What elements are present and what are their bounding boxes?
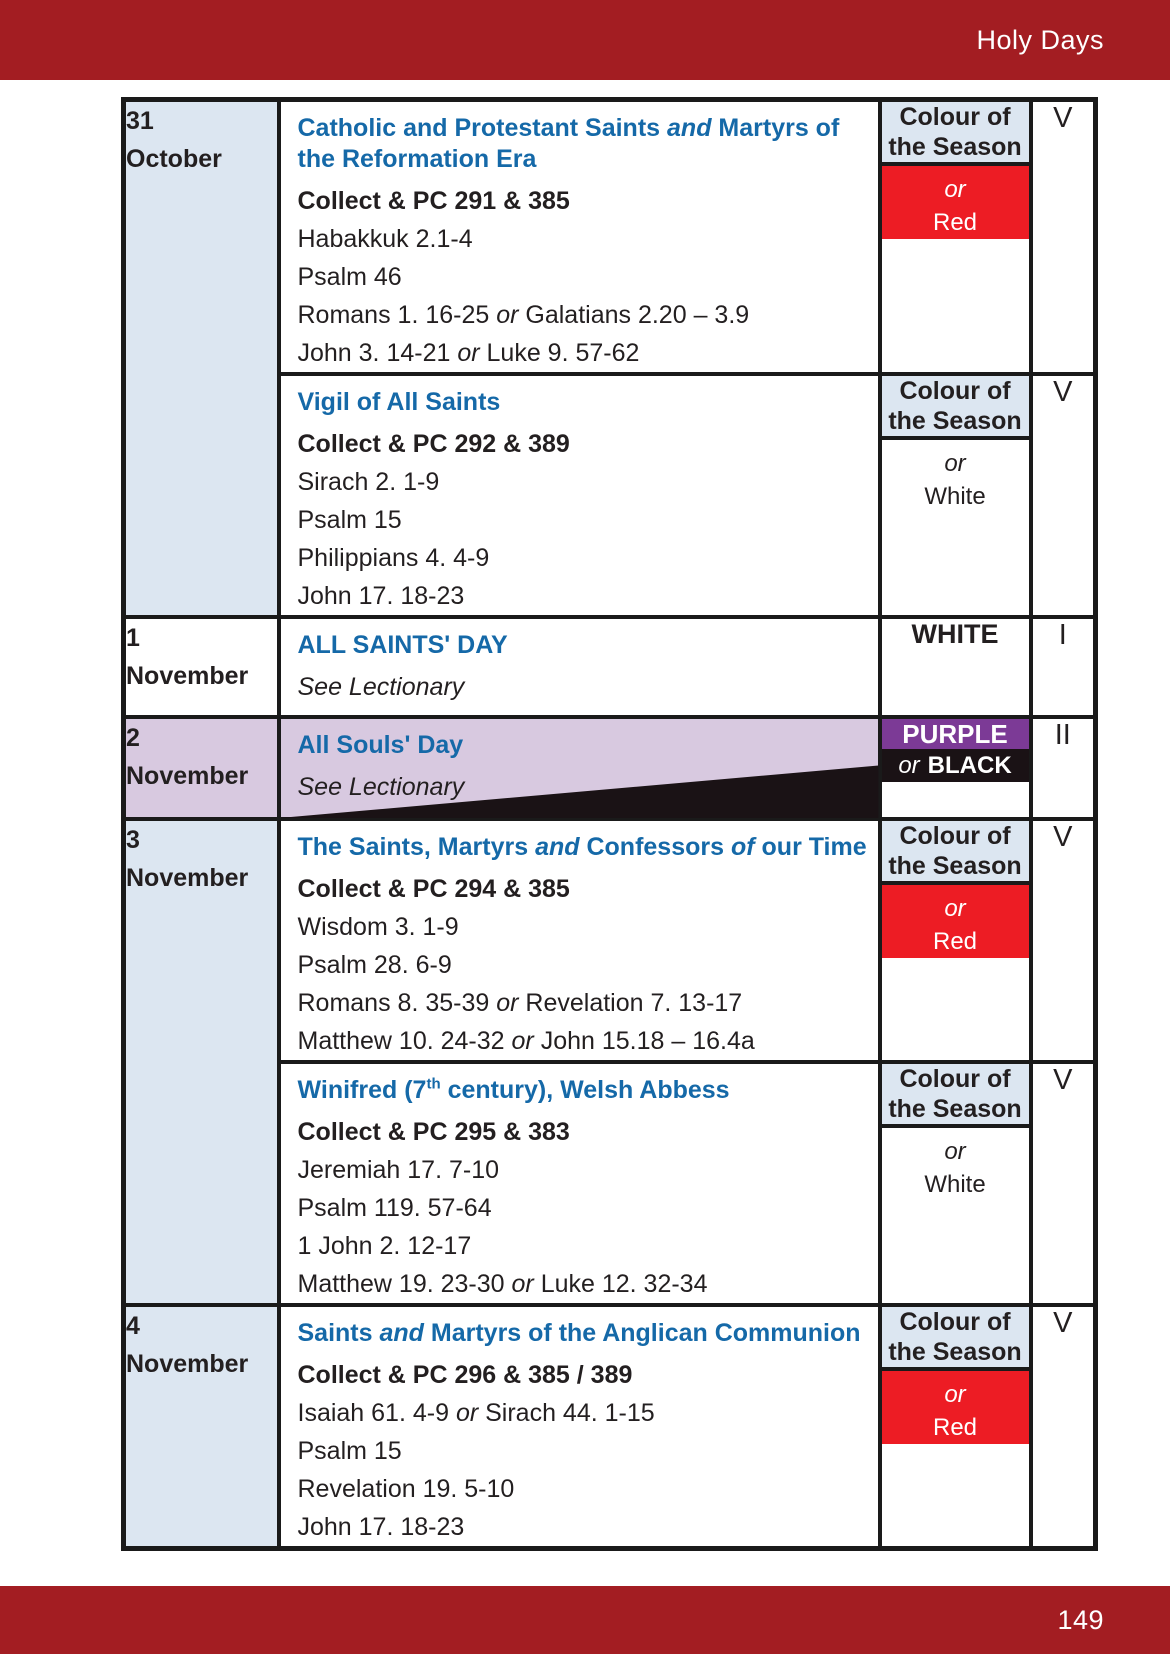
reading-line: Jeremiah 17. 7-10	[297, 1156, 500, 1184]
reading-line: Sirach 2. 1-9	[297, 468, 440, 496]
precedence-numeral-cell: I	[1031, 617, 1096, 717]
colour-of-season: Colour of the Season	[882, 821, 1029, 881]
feast-content	[281, 102, 878, 372]
reading-line: John 17. 18-23	[297, 582, 465, 610]
feast-title: Winifred (7th century), Welsh Abbess	[297, 1075, 730, 1104]
colour-primary: PURPLE	[882, 719, 1029, 749]
or-word: or	[944, 176, 966, 203]
colour-alternative	[882, 881, 1029, 958]
or-word: or	[944, 450, 966, 477]
liturgical-colour-cell: WHITE	[880, 617, 1031, 717]
reading-line: Romans 8. 35-39 or Revelation 7. 13-17	[297, 989, 743, 1017]
collect-reference: Collect & PC 296 & 385 / 389	[297, 1361, 633, 1389]
feast-content-cell	[279, 374, 880, 617]
feast-content-cell	[279, 617, 880, 717]
precedence-numeral-cell: V	[1031, 1062, 1096, 1305]
collect-reference: Collect & PC 295 & 383	[297, 1118, 570, 1146]
colour-alternative	[882, 1124, 1029, 1201]
collect-reference: Collect & PC 294 & 385	[297, 875, 570, 903]
date-day: 4	[126, 1312, 140, 1340]
reading-line: Psalm 46	[297, 263, 402, 291]
date-cell	[124, 717, 279, 819]
table-row	[124, 100, 1096, 375]
colour-alternative	[882, 749, 1029, 782]
feast-title: The Saints, Martyrs and Confessors of our Time	[297, 833, 867, 861]
collect-reference: Collect & PC 292 & 389	[297, 430, 570, 458]
table-row	[124, 819, 1096, 1062]
colour-alternative	[882, 436, 1029, 513]
precedence-numeral-cell: V	[1031, 1305, 1096, 1549]
colour-of-season: Colour of the Season	[882, 376, 1029, 436]
feast-content-cell	[279, 100, 880, 375]
colour-of-season: Colour of the Season	[882, 102, 1029, 162]
precedence-numeral-cell: V	[1031, 374, 1096, 617]
header-bar	[0, 0, 1170, 80]
liturgical-colour-cell	[880, 100, 1031, 375]
colour-alt-label: Red	[932, 209, 978, 236]
date-month: November	[126, 1350, 249, 1378]
collect-reference: Collect & PC 291 & 385	[297, 187, 570, 215]
holy-days-table	[121, 97, 1098, 1551]
colour-alternative	[882, 162, 1029, 239]
feast-content	[281, 821, 878, 1060]
feast-content	[281, 1307, 878, 1546]
reading-line: Romans 1. 16-25 or Galatians 2.20 – 3.9	[297, 301, 750, 329]
feast-content-cell	[279, 1062, 880, 1305]
or-word: or	[898, 752, 920, 779]
feast-content-cell	[279, 717, 880, 819]
colour-stack	[882, 376, 1029, 513]
date-cell	[124, 819, 279, 1305]
date-month: November	[126, 662, 249, 690]
colour-alt-label: White	[924, 483, 986, 510]
date-day: 31	[126, 107, 154, 135]
date-month: October	[126, 145, 222, 173]
reading-line: Psalm 28. 6-9	[297, 951, 452, 979]
feast-title: Catholic and Protestant Saints and Martyrs of the Reformation Era	[297, 114, 840, 173]
table-row	[124, 717, 1096, 819]
reading-line: John 17. 18-23	[297, 1513, 465, 1541]
feast-content	[281, 719, 878, 806]
reading-line: Revelation 19. 5-10	[297, 1475, 515, 1503]
precedence-numeral-cell: II	[1031, 717, 1096, 819]
date-day: 2	[126, 724, 140, 752]
colour-stack	[882, 821, 1029, 958]
page-title: Holy Days	[976, 24, 1104, 55]
feast-content-cell	[279, 1305, 880, 1549]
feast-content	[281, 376, 878, 615]
liturgical-colour-cell	[880, 1062, 1031, 1305]
table-row	[124, 617, 1096, 717]
reading-line: 1 John 2. 12-17	[297, 1232, 472, 1260]
reading-line: Matthew 10. 24-32 or John 15.18 – 16.4a	[297, 1027, 755, 1055]
date-day: 3	[126, 826, 140, 854]
or-word: or	[944, 1381, 966, 1408]
date-day: 1	[126, 624, 140, 652]
footer-bar	[0, 1586, 1170, 1654]
reading-line: Psalm 15	[297, 1437, 402, 1465]
table-row	[124, 1305, 1096, 1549]
feast-title: Saints and Martyrs of the Anglican Communion	[297, 1319, 861, 1347]
date-month: November	[126, 762, 249, 790]
colour-alt-label: BLACK	[927, 752, 1012, 779]
colour-alt-label: Red	[932, 928, 978, 955]
liturgical-colour-cell	[880, 374, 1031, 617]
date-cell	[124, 100, 279, 618]
precedence-numeral-cell: V	[1031, 100, 1096, 375]
reading-line: Psalm 15	[297, 506, 402, 534]
colour-stack	[882, 1064, 1029, 1201]
colour-stack	[882, 719, 1029, 782]
feast-title: Vigil of All Saints	[297, 388, 501, 416]
reading-line: Wisdom 3. 1-9	[297, 913, 459, 941]
page-number: 149	[1057, 1604, 1104, 1635]
reading-line: See Lectionary	[297, 773, 465, 801]
reading-line: See Lectionary	[297, 673, 465, 701]
reading-line: Philippians 4. 4-9	[297, 544, 490, 572]
reading-line: Psalm 119. 57-64	[297, 1194, 492, 1222]
precedence-numeral-cell: V	[1031, 819, 1096, 1062]
liturgical-colour-cell	[880, 717, 1031, 819]
feast-content-cell	[279, 819, 880, 1062]
liturgical-colour-cell	[880, 819, 1031, 1062]
colour-alternative	[882, 1367, 1029, 1444]
date-cell	[124, 617, 279, 717]
or-word: or	[944, 895, 966, 922]
colour-stack	[882, 102, 1029, 239]
liturgical-colour-cell	[880, 1305, 1031, 1549]
or-word: or	[944, 1138, 966, 1165]
date-cell	[124, 1305, 279, 1549]
colour-alt-label: White	[924, 1171, 986, 1198]
reading-line: John 3. 14-21 or Luke 9. 57-62	[297, 339, 640, 367]
reading-line: Matthew 19. 23-30 or Luke 12. 32-34	[297, 1270, 708, 1298]
reading-line: Habakkuk 2.1-4	[297, 225, 473, 253]
feast-content	[281, 1064, 878, 1303]
feast-title: All Souls' Day	[297, 731, 464, 759]
reading-line: Isaiah 61. 4-9 or Sirach 44. 1-15	[297, 1399, 655, 1427]
colour-of-season: Colour of the Season	[882, 1064, 1029, 1124]
feast-content	[281, 619, 878, 706]
colour-alt-label: Red	[932, 1414, 978, 1441]
feast-title: ALL SAINTS' DAY	[297, 631, 508, 659]
date-month: November	[126, 864, 249, 892]
colour-of-season: Colour of the Season	[882, 1307, 1029, 1367]
colour-stack	[882, 1307, 1029, 1444]
